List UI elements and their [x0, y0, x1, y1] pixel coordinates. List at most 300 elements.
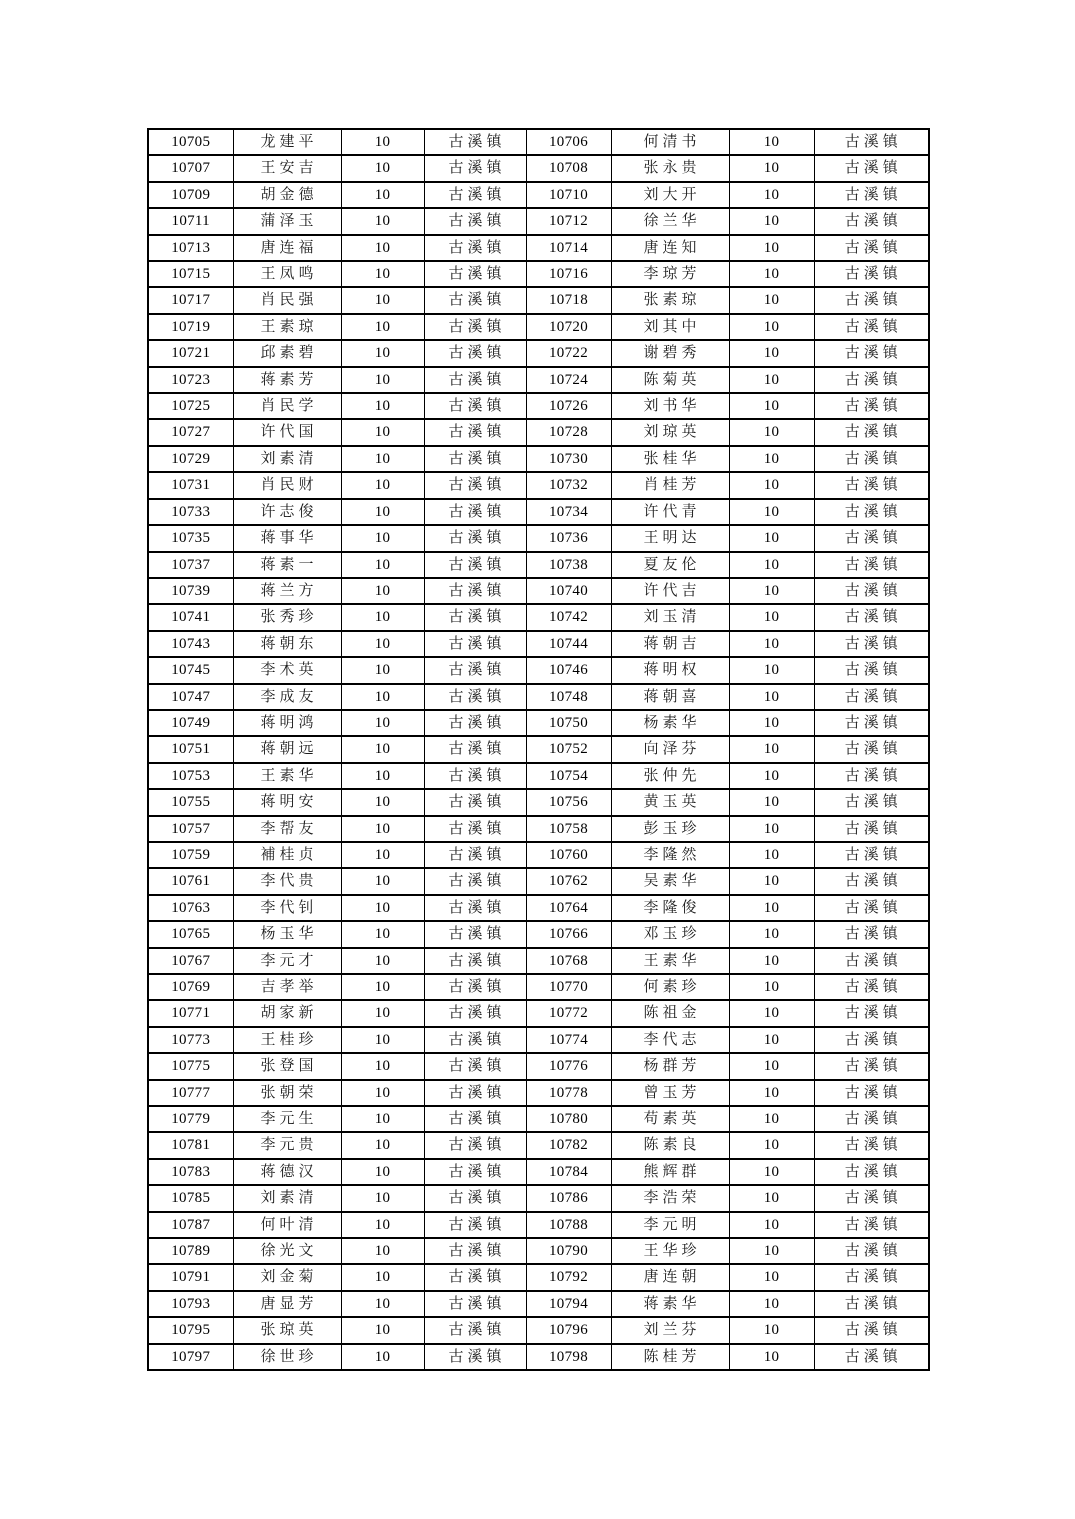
serial-number-right: 10790	[526, 1238, 611, 1264]
person-name-left: 胡家新	[233, 1000, 341, 1026]
town-name-right: 古溪镇	[814, 129, 929, 155]
serial-number-right: 10796	[526, 1317, 611, 1343]
serial-number-right: 10780	[526, 1106, 611, 1132]
amount-left: 10	[341, 1291, 424, 1317]
person-name-left: 刘素清	[233, 1185, 341, 1211]
amount-left: 10	[341, 1185, 424, 1211]
serial-number-left: 10779	[148, 1106, 233, 1132]
amount-right: 10	[729, 314, 814, 340]
table-body	[148, 129, 929, 1370]
person-name-left: 王桂珍	[233, 1027, 341, 1053]
town-name-left: 古溪镇	[424, 684, 526, 710]
amount-right: 10	[729, 419, 814, 445]
person-name-left: 李成友	[233, 684, 341, 710]
town-name-left: 古溪镇	[424, 604, 526, 630]
serial-number-left: 10783	[148, 1159, 233, 1185]
person-name-right: 陈菊英	[611, 367, 729, 393]
amount-right: 10	[729, 1000, 814, 1026]
serial-number-right: 10776	[526, 1053, 611, 1079]
town-name-left: 古溪镇	[424, 208, 526, 234]
serial-number-left: 10719	[148, 314, 233, 340]
town-name-right: 古溪镇	[814, 1344, 929, 1370]
table-row	[148, 1264, 929, 1290]
table-row	[148, 235, 929, 261]
serial-number-left: 10753	[148, 763, 233, 789]
person-name-left: 李元贵	[233, 1132, 341, 1158]
amount-left: 10	[341, 604, 424, 630]
amount-right: 10	[729, 868, 814, 894]
table-row	[148, 340, 929, 366]
amount-left: 10	[341, 261, 424, 287]
amount-left: 10	[341, 1238, 424, 1264]
serial-number-left: 10791	[148, 1264, 233, 1290]
amount-right: 10	[729, 552, 814, 578]
town-name-right: 古溪镇	[814, 948, 929, 974]
table-row	[148, 921, 929, 947]
serial-number-right: 10736	[526, 525, 611, 551]
town-name-left: 古溪镇	[424, 367, 526, 393]
serial-number-right: 10756	[526, 789, 611, 815]
person-name-right: 吴素华	[611, 868, 729, 894]
person-name-left: 吉孝举	[233, 974, 341, 1000]
person-name-left: 肖民学	[233, 393, 341, 419]
town-name-left: 古溪镇	[424, 1053, 526, 1079]
serial-number-right: 10742	[526, 604, 611, 630]
amount-right: 10	[729, 842, 814, 868]
person-name-right: 肖桂芳	[611, 472, 729, 498]
serial-number-right: 10746	[526, 657, 611, 683]
person-name-left: 蒋明鸿	[233, 710, 341, 736]
town-name-right: 古溪镇	[814, 235, 929, 261]
person-name-left: 肖民强	[233, 287, 341, 313]
amount-right: 10	[729, 1238, 814, 1264]
serial-number-right: 10758	[526, 816, 611, 842]
amount-right: 10	[729, 182, 814, 208]
amount-right: 10	[729, 261, 814, 287]
serial-number-left: 10731	[148, 472, 233, 498]
table-row	[148, 499, 929, 525]
table-row	[148, 1000, 929, 1026]
person-name-left: 何叶清	[233, 1212, 341, 1238]
town-name-right: 古溪镇	[814, 763, 929, 789]
person-name-right: 王华珍	[611, 1238, 729, 1264]
serial-number-left: 10705	[148, 129, 233, 155]
amount-right: 10	[729, 948, 814, 974]
person-name-right: 谢碧秀	[611, 340, 729, 366]
town-name-right: 古溪镇	[814, 842, 929, 868]
serial-number-left: 10757	[148, 816, 233, 842]
amount-left: 10	[341, 340, 424, 366]
serial-number-right: 10738	[526, 552, 611, 578]
amount-right: 10	[729, 1159, 814, 1185]
town-name-right: 古溪镇	[814, 182, 929, 208]
town-name-left: 古溪镇	[424, 816, 526, 842]
amount-right: 10	[729, 525, 814, 551]
person-name-right: 王明达	[611, 525, 729, 551]
person-name-left: 王安吉	[233, 155, 341, 181]
town-name-left: 古溪镇	[424, 657, 526, 683]
town-name-right: 古溪镇	[814, 314, 929, 340]
person-name-left: 李术英	[233, 657, 341, 683]
person-name-right: 陈祖金	[611, 1000, 729, 1026]
town-name-right: 古溪镇	[814, 208, 929, 234]
serial-number-right: 10778	[526, 1080, 611, 1106]
amount-right: 10	[729, 1185, 814, 1211]
person-name-right: 刘玉清	[611, 604, 729, 630]
table-row	[148, 736, 929, 762]
town-name-right: 古溪镇	[814, 1080, 929, 1106]
table-row	[148, 525, 929, 551]
serial-number-right: 10734	[526, 499, 611, 525]
town-name-right: 古溪镇	[814, 631, 929, 657]
town-name-left: 古溪镇	[424, 895, 526, 921]
town-name-left: 古溪镇	[424, 868, 526, 894]
table-row	[148, 578, 929, 604]
amount-left: 10	[341, 182, 424, 208]
serial-number-right: 10750	[526, 710, 611, 736]
town-name-right: 古溪镇	[814, 1185, 929, 1211]
person-name-right: 刘其中	[611, 314, 729, 340]
town-name-left: 古溪镇	[424, 129, 526, 155]
town-name-right: 古溪镇	[814, 1159, 929, 1185]
town-name-right: 古溪镇	[814, 789, 929, 815]
amount-left: 10	[341, 1317, 424, 1343]
table-row	[148, 208, 929, 234]
serial-number-left: 10729	[148, 446, 233, 472]
serial-number-left: 10737	[148, 552, 233, 578]
amount-left: 10	[341, 235, 424, 261]
amount-right: 10	[729, 710, 814, 736]
serial-number-left: 10755	[148, 789, 233, 815]
amount-left: 10	[341, 1159, 424, 1185]
person-name-left: 蒋素一	[233, 552, 341, 578]
table-row	[148, 1344, 929, 1370]
amount-left: 10	[341, 1132, 424, 1158]
amount-left: 10	[341, 895, 424, 921]
amount-right: 10	[729, 1291, 814, 1317]
person-name-right: 夏友伦	[611, 552, 729, 578]
town-name-right: 古溪镇	[814, 367, 929, 393]
person-name-right: 唐连知	[611, 235, 729, 261]
serial-number-right: 10760	[526, 842, 611, 868]
town-name-right: 古溪镇	[814, 816, 929, 842]
serial-number-right: 10792	[526, 1264, 611, 1290]
town-name-right: 古溪镇	[814, 393, 929, 419]
table-row	[148, 472, 929, 498]
table-row	[148, 129, 929, 155]
table-row	[148, 552, 929, 578]
amount-right: 10	[729, 287, 814, 313]
person-name-right: 刘书华	[611, 393, 729, 419]
serial-number-left: 10723	[148, 367, 233, 393]
table-row	[148, 1185, 929, 1211]
town-name-right: 古溪镇	[814, 261, 929, 287]
amount-left: 10	[341, 129, 424, 155]
person-name-left: 肖民财	[233, 472, 341, 498]
table-row	[148, 763, 929, 789]
table-row	[148, 261, 929, 287]
town-name-left: 古溪镇	[424, 948, 526, 974]
amount-right: 10	[729, 736, 814, 762]
serial-number-left: 10713	[148, 235, 233, 261]
town-name-left: 古溪镇	[424, 974, 526, 1000]
table-row	[148, 631, 929, 657]
amount-left: 10	[341, 631, 424, 657]
serial-number-left: 10751	[148, 736, 233, 762]
town-name-left: 古溪镇	[424, 921, 526, 947]
amount-left: 10	[341, 552, 424, 578]
amount-right: 10	[729, 393, 814, 419]
serial-number-right: 10764	[526, 895, 611, 921]
person-name-left: 王素琼	[233, 314, 341, 340]
town-name-right: 古溪镇	[814, 1317, 929, 1343]
amount-left: 10	[341, 446, 424, 472]
town-name-right: 古溪镇	[814, 155, 929, 181]
person-name-right: 张仲先	[611, 763, 729, 789]
town-name-left: 古溪镇	[424, 1317, 526, 1343]
table-row	[148, 1291, 929, 1317]
person-name-right: 李隆然	[611, 842, 729, 868]
amount-right: 10	[729, 895, 814, 921]
person-name-left: 蒋德汉	[233, 1159, 341, 1185]
table-row	[148, 182, 929, 208]
serial-number-left: 10761	[148, 868, 233, 894]
serial-number-right: 10772	[526, 1000, 611, 1026]
person-name-left: 许志俊	[233, 499, 341, 525]
amount-right: 10	[729, 921, 814, 947]
person-name-left: 张秀珍	[233, 604, 341, 630]
town-name-right: 古溪镇	[814, 1053, 929, 1079]
person-name-left: 张朝荣	[233, 1080, 341, 1106]
serial-number-left: 10765	[148, 921, 233, 947]
amount-left: 10	[341, 710, 424, 736]
amount-left: 10	[341, 287, 424, 313]
serial-number-right: 10768	[526, 948, 611, 974]
table-row	[148, 604, 929, 630]
table-row	[148, 684, 929, 710]
serial-number-left: 10727	[148, 419, 233, 445]
person-name-right: 张素琼	[611, 287, 729, 313]
town-name-left: 古溪镇	[424, 525, 526, 551]
serial-number-right: 10774	[526, 1027, 611, 1053]
table-row	[148, 789, 929, 815]
amount-left: 10	[341, 657, 424, 683]
serial-number-right: 10752	[526, 736, 611, 762]
person-name-left: 蒋兰方	[233, 578, 341, 604]
table-row	[148, 393, 929, 419]
town-name-right: 古溪镇	[814, 1106, 929, 1132]
amount-left: 10	[341, 763, 424, 789]
amount-right: 10	[729, 974, 814, 1000]
town-name-right: 古溪镇	[814, 921, 929, 947]
person-name-right: 徐兰华	[611, 208, 729, 234]
person-name-left: 张登国	[233, 1053, 341, 1079]
person-name-left: 张琼英	[233, 1317, 341, 1343]
serial-number-left: 10769	[148, 974, 233, 1000]
person-name-right: 许代青	[611, 499, 729, 525]
amount-right: 10	[729, 1264, 814, 1290]
town-name-left: 古溪镇	[424, 1185, 526, 1211]
table-row	[148, 1317, 929, 1343]
serial-number-right: 10710	[526, 182, 611, 208]
amount-left: 10	[341, 314, 424, 340]
amount-left: 10	[341, 525, 424, 551]
amount-left: 10	[341, 816, 424, 842]
serial-number-left: 10725	[148, 393, 233, 419]
town-name-right: 古溪镇	[814, 499, 929, 525]
person-name-left: 徐世珍	[233, 1344, 341, 1370]
town-name-left: 古溪镇	[424, 1291, 526, 1317]
town-name-right: 古溪镇	[814, 340, 929, 366]
serial-number-left: 10743	[148, 631, 233, 657]
serial-number-left: 10777	[148, 1080, 233, 1106]
serial-number-left: 10787	[148, 1212, 233, 1238]
table-row	[148, 816, 929, 842]
town-name-right: 古溪镇	[814, 552, 929, 578]
person-name-left: 蒋明安	[233, 789, 341, 815]
serial-number-left: 10763	[148, 895, 233, 921]
amount-right: 10	[729, 1053, 814, 1079]
person-name-right: 李浩荣	[611, 1185, 729, 1211]
person-name-left: 徐光文	[233, 1238, 341, 1264]
serial-number-right: 10724	[526, 367, 611, 393]
table-row	[148, 419, 929, 445]
serial-number-right: 10712	[526, 208, 611, 234]
person-name-right: 李隆俊	[611, 895, 729, 921]
amount-right: 10	[729, 1027, 814, 1053]
amount-right: 10	[729, 1344, 814, 1370]
person-name-right: 张永贵	[611, 155, 729, 181]
amount-right: 10	[729, 446, 814, 472]
town-name-right: 古溪镇	[814, 472, 929, 498]
person-name-left: 王凤鸣	[233, 261, 341, 287]
serial-number-left: 10735	[148, 525, 233, 551]
table-row	[148, 1159, 929, 1185]
amount-right: 10	[729, 235, 814, 261]
person-name-left: 補桂贞	[233, 842, 341, 868]
amount-right: 10	[729, 578, 814, 604]
serial-number-right: 10740	[526, 578, 611, 604]
serial-number-right: 10714	[526, 235, 611, 261]
amount-left: 10	[341, 789, 424, 815]
person-name-right: 苟素英	[611, 1106, 729, 1132]
town-name-right: 古溪镇	[814, 604, 929, 630]
amount-right: 10	[729, 472, 814, 498]
amount-left: 10	[341, 684, 424, 710]
amount-left: 10	[341, 1106, 424, 1132]
person-name-left: 蒋事华	[233, 525, 341, 551]
person-name-right: 熊辉群	[611, 1159, 729, 1185]
serial-number-right: 10762	[526, 868, 611, 894]
amount-right: 10	[729, 816, 814, 842]
amount-right: 10	[729, 763, 814, 789]
serial-number-right: 10744	[526, 631, 611, 657]
serial-number-right: 10706	[526, 129, 611, 155]
person-name-right: 蒋素华	[611, 1291, 729, 1317]
town-name-right: 古溪镇	[814, 736, 929, 762]
table-row	[148, 1132, 929, 1158]
town-name-left: 古溪镇	[424, 789, 526, 815]
town-name-left: 古溪镇	[424, 736, 526, 762]
town-name-right: 古溪镇	[814, 1291, 929, 1317]
town-name-right: 古溪镇	[814, 287, 929, 313]
town-name-right: 古溪镇	[814, 578, 929, 604]
town-name-right: 古溪镇	[814, 868, 929, 894]
person-name-right: 李元明	[611, 1212, 729, 1238]
person-name-left: 李代钊	[233, 895, 341, 921]
serial-number-right: 10726	[526, 393, 611, 419]
person-name-right: 何清书	[611, 129, 729, 155]
amount-right: 10	[729, 340, 814, 366]
town-name-left: 古溪镇	[424, 578, 526, 604]
town-name-right: 古溪镇	[814, 684, 929, 710]
serial-number-left: 10733	[148, 499, 233, 525]
table-row	[148, 895, 929, 921]
town-name-left: 古溪镇	[424, 182, 526, 208]
amount-left: 10	[341, 736, 424, 762]
table-row	[148, 287, 929, 313]
serial-number-left: 10717	[148, 287, 233, 313]
town-name-left: 古溪镇	[424, 1106, 526, 1132]
town-name-right: 古溪镇	[814, 1264, 929, 1290]
person-name-left: 唐显芳	[233, 1291, 341, 1317]
serial-number-left: 10709	[148, 182, 233, 208]
person-name-right: 李代志	[611, 1027, 729, 1053]
serial-number-left: 10795	[148, 1317, 233, 1343]
amount-right: 10	[729, 684, 814, 710]
serial-number-left: 10745	[148, 657, 233, 683]
serial-number-right: 10784	[526, 1159, 611, 1185]
person-name-left: 李元生	[233, 1106, 341, 1132]
person-name-left: 杨玉华	[233, 921, 341, 947]
table-row	[148, 842, 929, 868]
amount-left: 10	[341, 155, 424, 181]
town-name-right: 古溪镇	[814, 710, 929, 736]
person-name-right: 何素珍	[611, 974, 729, 1000]
person-name-left: 蒲泽玉	[233, 208, 341, 234]
amount-left: 10	[341, 367, 424, 393]
serial-number-right: 10728	[526, 419, 611, 445]
serial-number-left: 10749	[148, 710, 233, 736]
town-name-left: 古溪镇	[424, 446, 526, 472]
serial-number-right: 10708	[526, 155, 611, 181]
town-name-right: 古溪镇	[814, 1000, 929, 1026]
amount-left: 10	[341, 472, 424, 498]
town-name-left: 古溪镇	[424, 1027, 526, 1053]
serial-number-right: 10748	[526, 684, 611, 710]
amount-left: 10	[341, 1212, 424, 1238]
town-name-right: 古溪镇	[814, 525, 929, 551]
town-name-left: 古溪镇	[424, 1132, 526, 1158]
serial-number-left: 10781	[148, 1132, 233, 1158]
serial-number-left: 10793	[148, 1291, 233, 1317]
amount-left: 10	[341, 208, 424, 234]
serial-number-left: 10797	[148, 1344, 233, 1370]
person-name-left: 李元才	[233, 948, 341, 974]
town-name-left: 古溪镇	[424, 1238, 526, 1264]
amount-left: 10	[341, 868, 424, 894]
serial-number-right: 10798	[526, 1344, 611, 1370]
person-name-right: 张桂华	[611, 446, 729, 472]
town-name-left: 古溪镇	[424, 1264, 526, 1290]
amount-left: 10	[341, 393, 424, 419]
amount-left: 10	[341, 1264, 424, 1290]
person-name-right: 刘兰芬	[611, 1317, 729, 1343]
serial-number-right: 10770	[526, 974, 611, 1000]
serial-number-left: 10767	[148, 948, 233, 974]
town-name-left: 古溪镇	[424, 1080, 526, 1106]
town-name-left: 古溪镇	[424, 261, 526, 287]
